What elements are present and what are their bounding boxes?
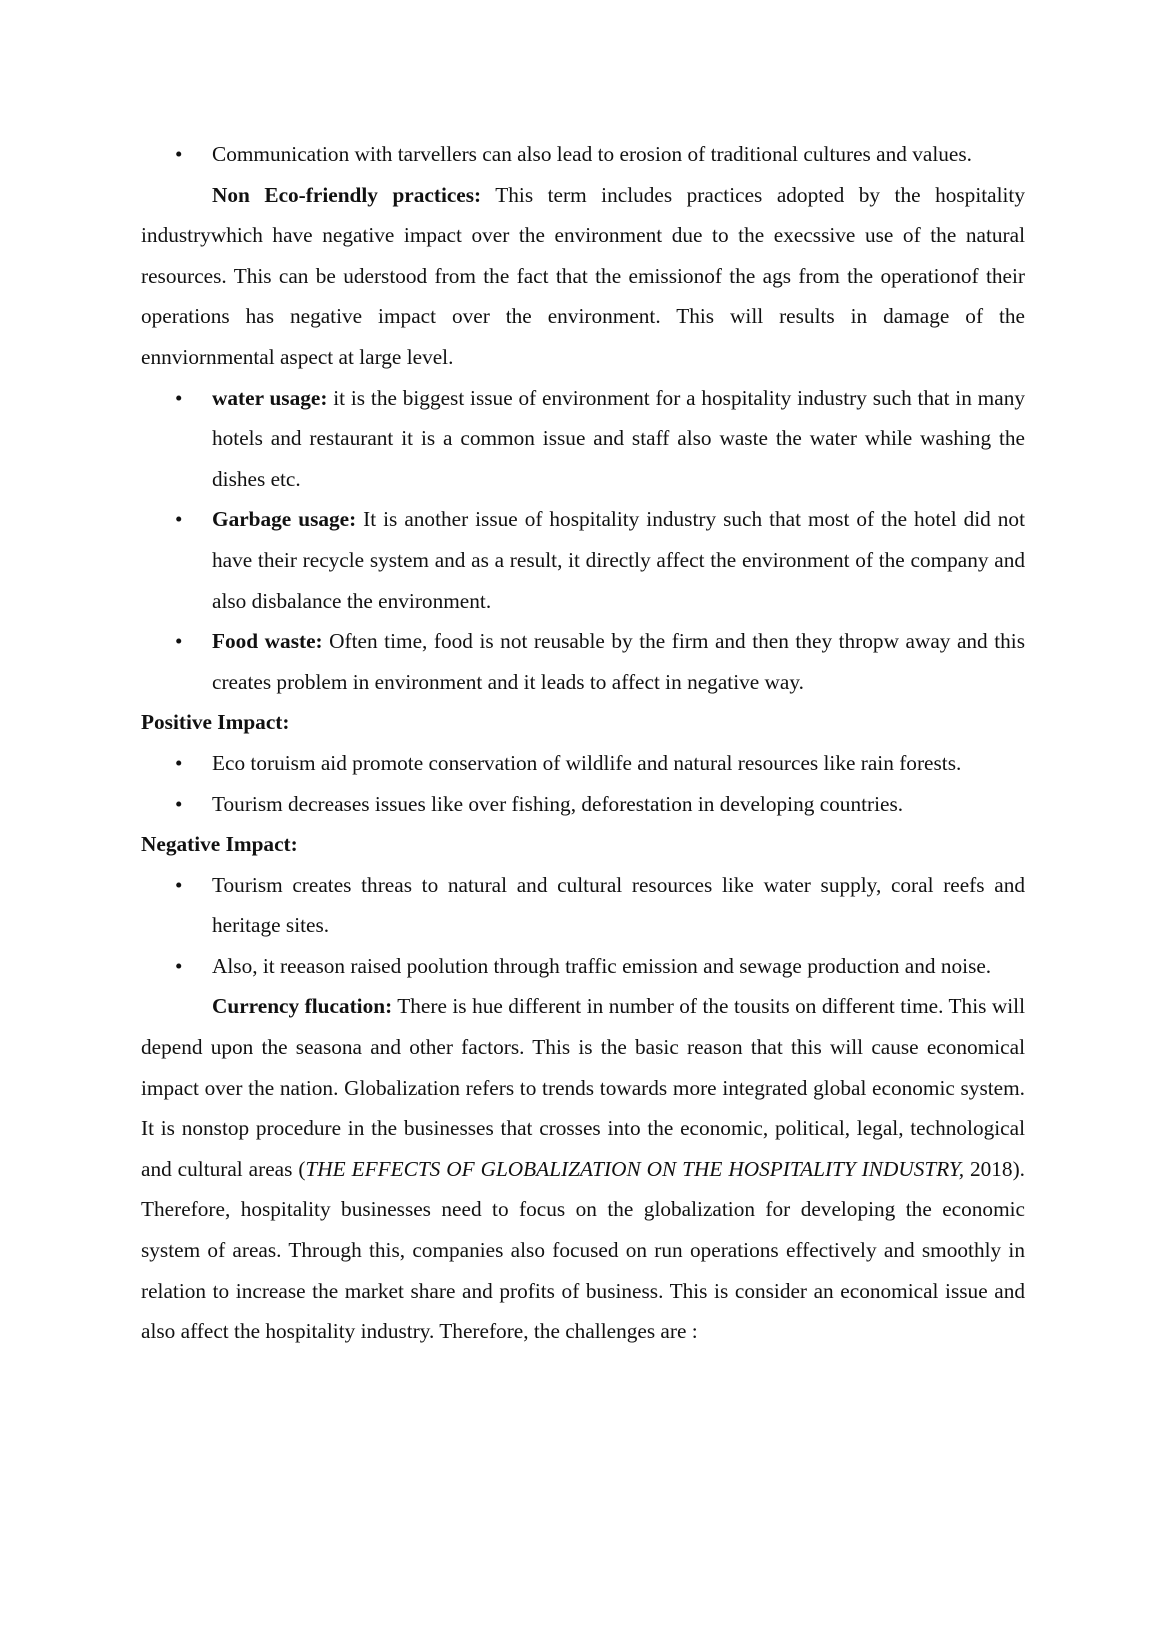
document-page bbox=[141, 134, 1025, 1352]
list-item-text: it is the biggest issue of environment for a hospitality industry such that in many hotels and restaurant it is a common issue and staff also waste the water while washing the dishes etc. bbox=[212, 385, 1025, 491]
list-item-text: It is another issue of hospitality industry such that most of the hotel did not have their recycle system and as a result, it directly affect the environment of the company and also disbalance the environment. bbox=[212, 507, 1025, 613]
list-item bbox=[141, 743, 1025, 784]
list-item bbox=[141, 946, 1025, 987]
list-item bbox=[141, 499, 1025, 621]
list-item-text: Also, it reeason raised poolution through traffic emission and sewage production and noise. bbox=[212, 953, 992, 978]
bullet-icon: • bbox=[175, 385, 183, 410]
list-item-label: water usage: bbox=[212, 385, 328, 410]
list-item bbox=[141, 378, 1025, 500]
list-item-text: Often time, food is not reusable by the firm and then they thropw away and this creates problem in environment and it leads to affect in negative way. bbox=[212, 629, 1025, 694]
positive-impact-heading: Positive Impact: bbox=[141, 710, 290, 735]
list-item bbox=[141, 621, 1025, 702]
list-item-text: Eco toruism aid promote conservation of wildlife and natural resources like rain forests. bbox=[212, 750, 962, 775]
non-eco-label: Non Eco-friendly practices: bbox=[212, 182, 482, 207]
list-item-label: Garbage usage: bbox=[212, 507, 357, 532]
currency-text-after: 2018). Therefore, hospitality businesses need to focus on the globalization for developing the economic system of areas. Through this, companies also focused on run operations effectively and smoothly in relation to increase the market share and profits of business. This is consider an economical issue and also affect the hospitality industry. Therefore, the challenges are : bbox=[141, 1156, 1025, 1344]
positive-bullet-list bbox=[141, 743, 1025, 824]
list-item bbox=[141, 134, 1025, 175]
negative-impact-heading: Negative Impact: bbox=[141, 832, 298, 857]
list-item-label: Food waste: bbox=[212, 629, 323, 654]
intro-bullet-list bbox=[141, 134, 1025, 175]
bullet-icon: • bbox=[175, 953, 183, 978]
non-eco-paragraph bbox=[141, 175, 1025, 378]
currency-label: Currency flucation: bbox=[212, 994, 393, 1019]
list-item-text: Tourism creates threas to natural and cultural resources like water supply, coral reefs and heritage sites. bbox=[212, 872, 1025, 938]
bullet-icon: • bbox=[175, 507, 183, 532]
list-item-text: Tourism decreases issues like over fishing, deforestation in developing countries. bbox=[212, 791, 904, 816]
negative-bullet-list bbox=[141, 865, 1025, 987]
bullet-icon: • bbox=[175, 629, 183, 654]
currency-paragraph bbox=[141, 986, 1025, 1351]
currency-text-before: There is hue different in number of the tousits on different time. This will depend upon the seasona and other factors. This is the basic reason that this will cause economical impact over the nation. Globalization refers to trends towards more integrated global economic system. It is nonstop procedure in the businesses that crosses into the economic, political, legal, technological and cultural areas ( bbox=[141, 994, 1026, 1181]
citation-title: THE EFFECTS OF GLOBALIZATION ON THE HOSPITALITY INDUSTRY, bbox=[305, 1156, 965, 1181]
bullet-icon: • bbox=[175, 142, 183, 166]
non-eco-text: This term includes practices adopted by the hospitality industrywhich have negative impact over the environment due to the execssive use of the natural resources. This can be uderstood from the fact that the emissionof the ags from the operationof their operations has negative impact over the environment. This will results in damage of the ennviornmental aspect at large level. bbox=[141, 182, 1025, 369]
list-item bbox=[141, 784, 1025, 825]
list-item-text: Communication with tarvellers can also lead to erosion of traditional cultures and values. bbox=[212, 142, 972, 166]
bullet-icon: • bbox=[175, 872, 183, 897]
list-item bbox=[141, 865, 1025, 946]
bullet-icon: • bbox=[175, 791, 183, 816]
non-eco-bullet-list bbox=[141, 378, 1025, 703]
bullet-icon: • bbox=[175, 750, 183, 775]
